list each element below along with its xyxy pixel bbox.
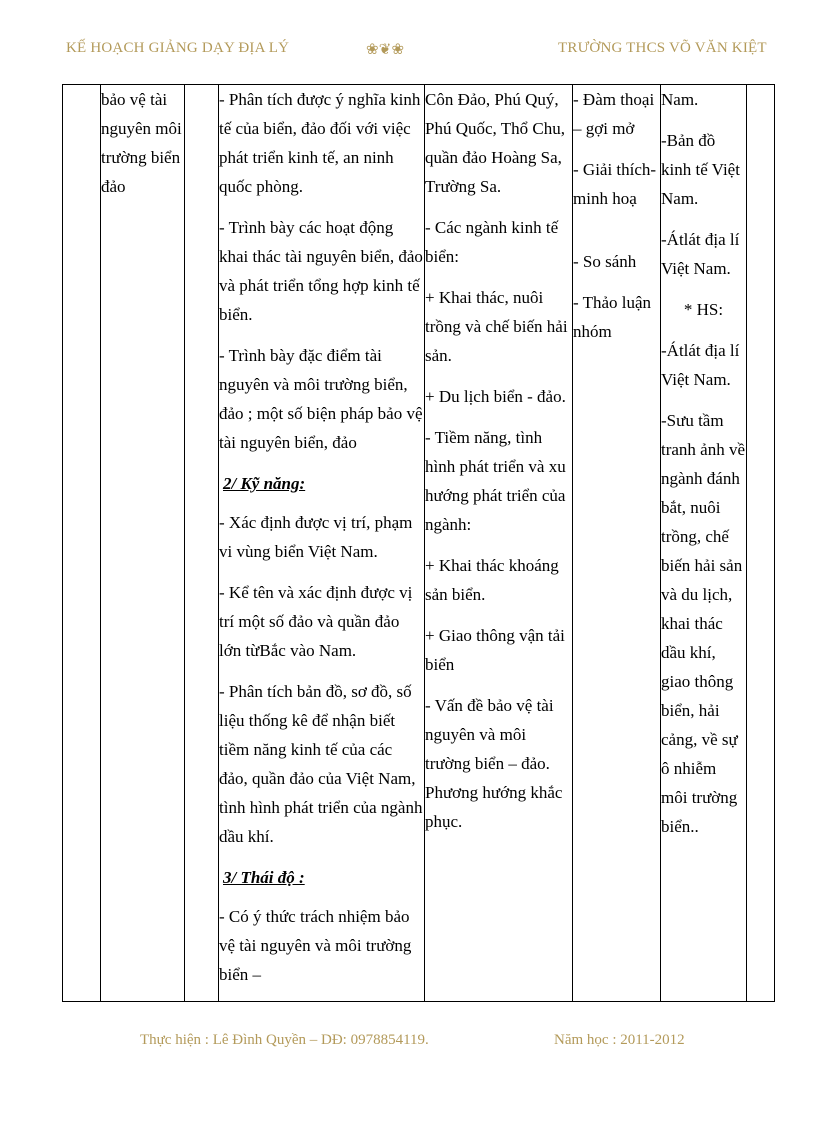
- material-item: -Sưu tầm tranh ảnh về ngành đánh bắt, nuôi trồng, chế biến hải sản và du lịch, khai thác dầu khí, giao thông biển, hải cảng, về sự ô nhiễm môi trường biển..: [661, 411, 746, 836]
- objective-item: - Trình bày các hoạt động khai thác tài nguyên biển, đảo và phát triển tổng hợp kinh tế biển.: [219, 218, 423, 324]
- topic-cell: [101, 85, 185, 1002]
- skill-item: - Phân tích bản đồ, sơ đồ, số liệu thống kê để nhận biết tiềm năng kinh tế của các đảo, quần đảo của Việt Nam, tình hình phát triển của ngành dầu khí.: [219, 682, 423, 846]
- period-cell: [185, 85, 219, 1002]
- skill-item: - Xác định được vị trí, phạm vi vùng biển Việt Nam.: [219, 513, 413, 561]
- header-school-name: TRƯỜNG THCS VÕ VĂN KIỆT: [558, 40, 767, 56]
- objectives-cell: [219, 85, 425, 1002]
- material-item: -Bản đồ kinh tế Việt Nam.: [661, 131, 740, 208]
- topic-text: bảo vệ tài nguyên môi trường biển đảo: [101, 90, 182, 196]
- content-item: + Du lịch biển - đảo.: [425, 387, 566, 406]
- method-item: - Thảo luận nhóm: [573, 293, 652, 341]
- materials-cell: [661, 85, 747, 1002]
- skill-item: - Kể tên và xác định được vị trí một số đảo và quần đảo lớn từBắc vào Nam.: [219, 583, 413, 660]
- content-item: - Các ngành kinh tế biển:: [425, 218, 559, 266]
- content-item: + Khai thác, nuôi trồng và chế biến hải sản.: [425, 288, 568, 365]
- footer-author: Thực hiện : Lê Đình Quyền – DĐ: 0978854119.: [140, 1032, 429, 1048]
- objective-item: - Trình bày đặc điểm tài nguyên và môi trường biển, đảo ; một số biện pháp bảo vệ tài nguyên biển, đảo: [219, 346, 423, 452]
- content-item: - Tiềm năng, tình hình phát triển và xu hướng phát triển của ngành:: [425, 428, 566, 534]
- table-row: [63, 85, 775, 1002]
- material-item: Nam.: [661, 90, 699, 109]
- method-item: - Giải thích- minh hoạ: [573, 160, 657, 208]
- material-item: -Átlát địa lí Việt Nam.: [661, 341, 740, 389]
- content-cell: [425, 85, 573, 1002]
- methods-cell: [573, 85, 661, 1002]
- content-item: - Vấn đề bảo vệ tài nguyên và môi trường biển – đảo. Phương hướng khắc phục.: [425, 696, 563, 831]
- method-item: - So sánh: [573, 252, 637, 271]
- attitude-item: - Có ý thức trách nhiệm bảo vệ tài nguyên và môi trường biển –: [219, 907, 412, 984]
- attitude-heading: 3/ Thái độ :: [223, 868, 305, 887]
- student-label: * HS:: [683, 300, 724, 319]
- lesson-plan-table: [62, 84, 775, 1002]
- method-item: - Đàm thoại – gợi mở: [573, 90, 655, 138]
- content-item: + Giao thông vận tải biển: [425, 626, 565, 674]
- notes-cell: [747, 85, 775, 1002]
- objective-item: - Phân tích được ý nghĩa kinh tế của biển, đảo đối với việc phát triển kinh tế, an ninh quốc phòng.: [219, 90, 421, 196]
- header-ornament: ❀❦❀: [366, 42, 405, 58]
- header-left-title: KẾ HOẠCH GIẢNG DẠY ĐỊA LÝ: [66, 40, 290, 56]
- material-item: -Átlát địa lí Việt Nam.: [661, 230, 740, 278]
- footer-school-year: Năm học : 2011-2012: [554, 1032, 685, 1048]
- method-spacer: [573, 225, 660, 247]
- skills-heading: 2/ Kỹ năng:: [223, 474, 306, 493]
- content-item: + Khai thác khoáng sản biển.: [425, 556, 559, 604]
- week-cell: [63, 85, 101, 1002]
- content-item: Côn Đảo, Phú Quý, Phú Quốc, Thổ Chu, quần đảo Hoàng Sa, Trường Sa.: [425, 90, 565, 196]
